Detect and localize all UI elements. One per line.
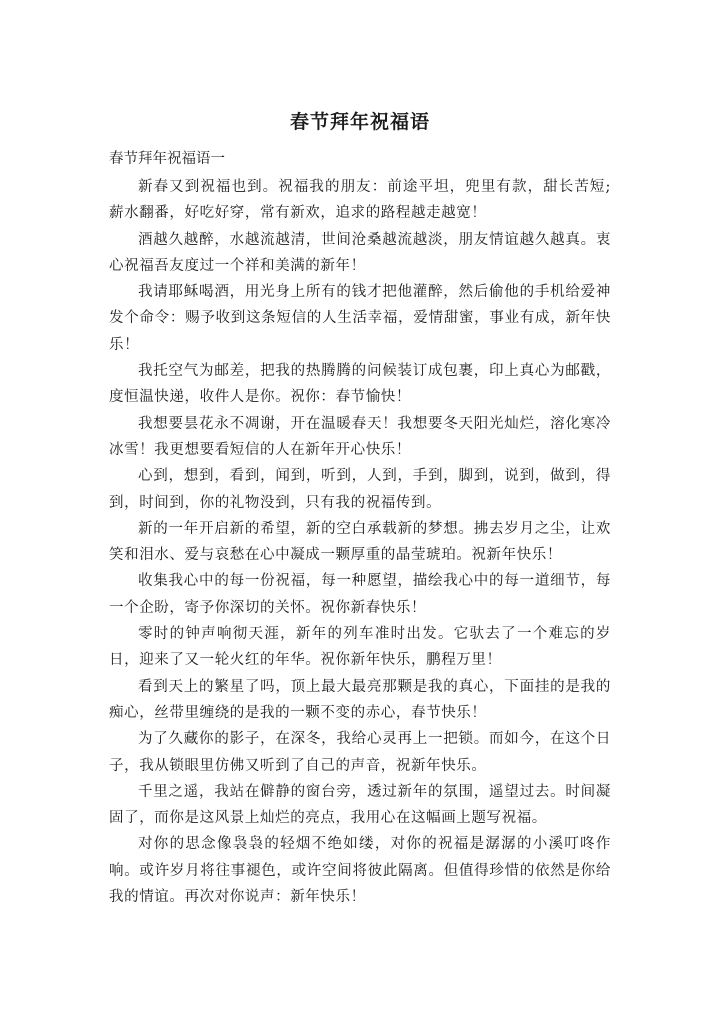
paragraph-12: 千里之遥，我站在僻静的窗台旁，透过新年的氛围，遥望过去。时间凝固了，而你是这风景上灿烂的亮点，我用心在这幅画上题写祝福。 [109,783,611,827]
paragraph-13: 对你的思念像袅袅的轻烟不绝如缕，对你的祝福是潺潺的小溪叮咚作响。或许岁月将往事褪色，或许空间将彼此隔离。但值得珍惜的依然是你给我的情谊。再次对你说声：新年快乐！ [109,836,611,906]
section-heading: 春节拜年祝福语一 [109,151,225,167]
paragraph-9: 零时的钟声响彻天涯，新年的列车准时出发。它驮去了一个难忘的岁日，迎来了又一轮火红的年华。祝你新年快乐，鹏程万里！ [109,626,611,669]
paragraph-1: 新春又到祝福也到。祝福我的朋友：前途平坦，兜里有款，甜长苦短;薪水翻番，好吃好穿，常有新欢，追求的路程越走越宽！ [109,179,611,222]
paragraph-7: 新的一年开启新的希望，新的空白承载新的梦想。拂去岁月之尘，让欢笑和泪水、爱与哀愁在心中凝成一颗厚重的晶莹琥珀。祝新年快乐！ [109,520,611,564]
paragraph-6: 心到，想到，看到，闻到，听到，人到，手到，脚到，说到，做到，得到，时间到，你的礼物没到，只有我的祝福传到。 [109,468,611,511]
paragraph-10: 看到天上的繁星了吗，顶上最大最亮那颗是我的真心，下面挂的是我的痴心，丝带里缠绕的是我的一颗不变的赤心，春节快乐！ [109,678,611,721]
paragraph-11: 为了久藏你的影子，在深冬，我给心灵再上一把锁。而如今，在这个日子，我从锁眼里仿佛又听到了自己的声音，祝新年快乐。 [109,731,611,774]
paragraph-8: 收集我心中的每一份祝福，每一种愿望，描绘我心中的每一道细节，每一个企盼，寄予你深切的关怀。祝你新春快乐！ [109,573,611,616]
paragraph-2: 酒越久越醉，水越流越清，世间沧桑越流越淡，朋友情谊越久越真。衷心祝福吾友度过一个祥和美满的新年！ [109,231,611,274]
document-body [109,174,611,910]
paragraph-4: 我托空气为邮差，把我的热腾腾的问候装订成包裹，印上真心为邮戳，度恒温快递，收件人是你。祝你：春节愉快！ [109,363,611,406]
paragraph-5: 我想要昙花永不凋谢，开在温暖春天！我想要冬天阳光灿烂，溶化寒冷冰雪！我更想要看短信的人在新年开心快乐！ [109,415,611,458]
document-title: 春节拜年祝福语 [289,111,430,133]
paragraph-3: 我请耶稣喝酒，用光身上所有的钱才把他灌醉，然后偷他的手机给爱神发个命令：赐予收到这条短信的人生活幸福，爱情甜蜜，事业有成，新年快乐！ [109,284,611,353]
